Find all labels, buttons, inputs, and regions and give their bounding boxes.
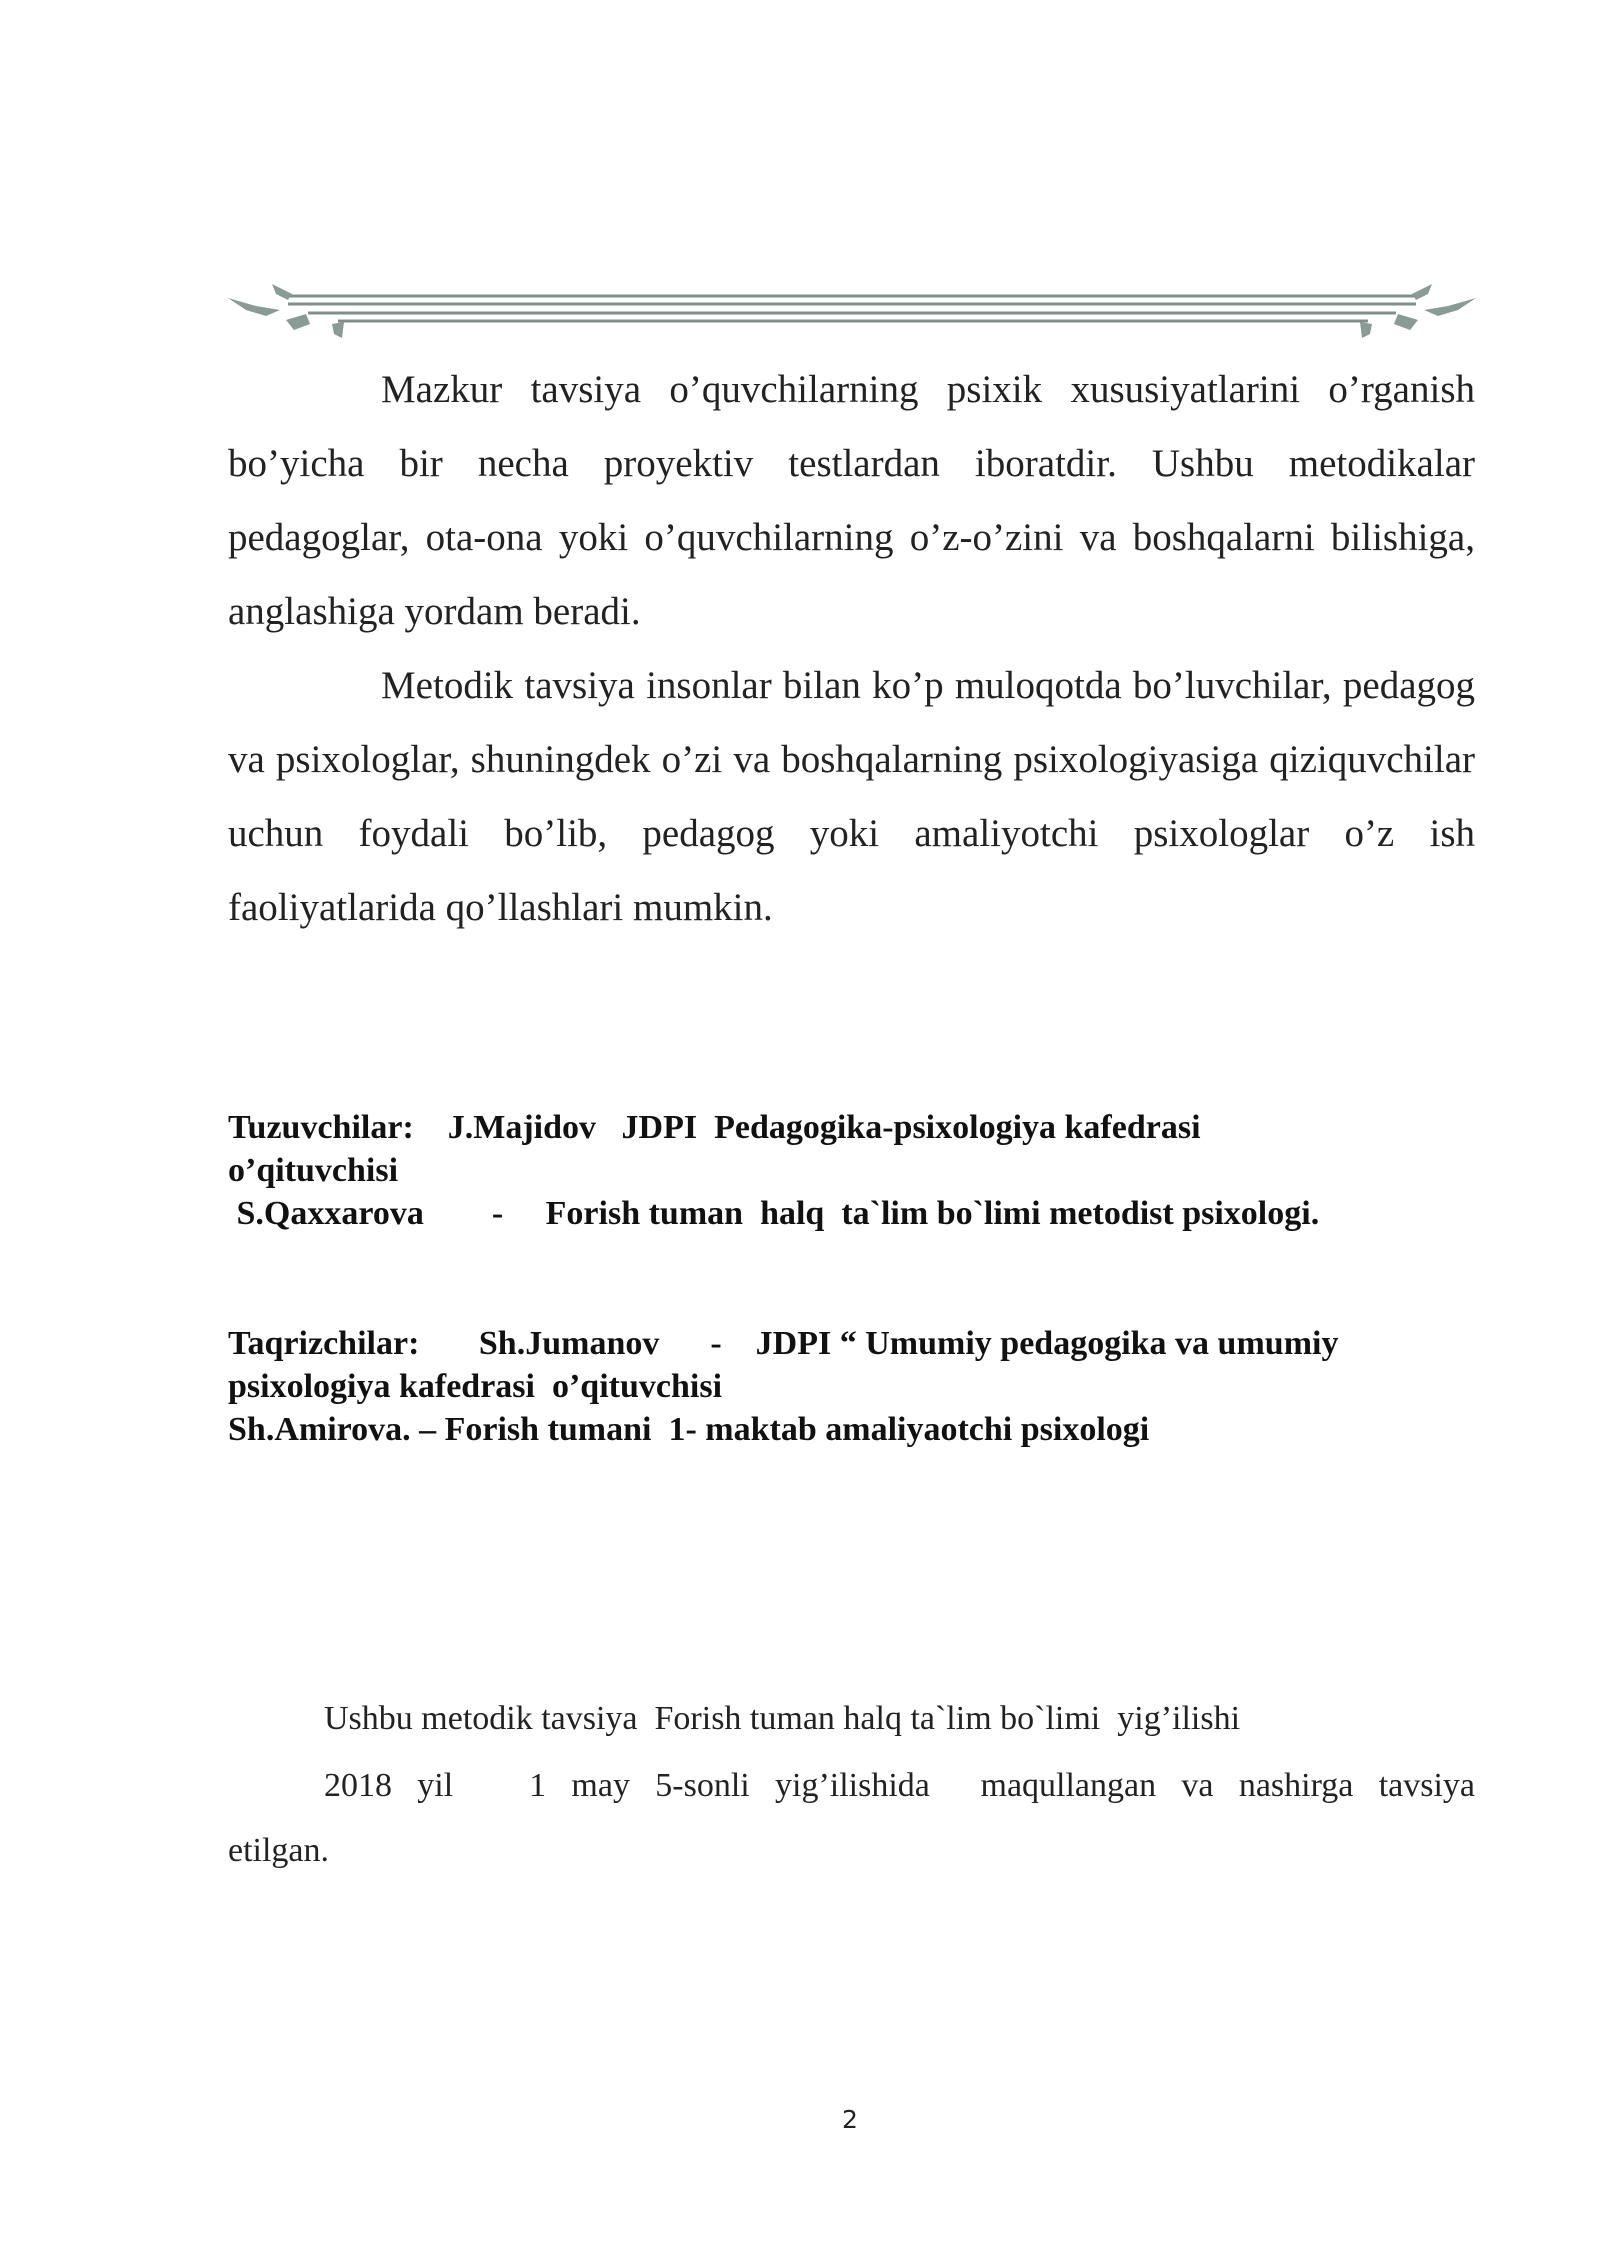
reviewers-line-2: psixologiya kafedrasi o’qituvchisi <box>228 1368 723 1405</box>
approval-line-2: 2018 yil 1 may 5-sonli yig’ilishida maqullangan va nashirga tavsiya <box>324 1767 1475 1804</box>
approval-line-1: Ushbu metodik tavsiya Forish tuman halq ta`lim bo`limi yig’ilishi <box>324 1700 1241 1737</box>
compilers-line-3: S.Qaxxarova - Forish tuman halq ta`lim bo`limi metodist psixologi. <box>228 1195 1320 1232</box>
approval-line-3: etilgan. <box>228 1832 330 1869</box>
compilers-line-1: Tuzuvchilar: J.Majidov JDPI Pedagogika-psixologiya kafedrasi <box>228 1109 1201 1146</box>
intro-paragraph-2: Metodik tavsiya insonlar bilan ko’p muloqotda bo’luvchilar, pedagog va psixologlar, shuningdek o’zi va boshqalarning psixologiyasiga qiziquvchilar uchun foydali bo’lib, pedagog yoki amaliyotchi psixologlar o’z ish faoliyatlarida qo’llashlari mumkin. <box>228 664 1475 929</box>
decorative-divider-icon <box>228 280 1476 340</box>
reviewers-line-3: Sh.Amirova. – Forish tumani 1- maktab amaliyaotchi psixologi <box>228 1411 1150 1448</box>
reviewers-block <box>228 1322 1475 1451</box>
compilers-line-2: o’qituvchisi <box>228 1152 399 1189</box>
intro-paragraph-1: Mazkur tavsiya o’quvchilarning psixik xususiyatlarini o’rganish bo’yicha bir necha proyektiv testlardan iboratdir. Ushbu metodikalar pedagoglar, ota-ona yoki o’quvchilarning o’z-o’zini va boshqalarni bilishiga, anglashiga yordam beradi. <box>228 368 1475 633</box>
reviewers-line-1: Taqrizchilar: Sh.Jumanov - JDPI “ Umumiy pedagogika va umumiy <box>228 1325 1339 1362</box>
page-number: 2 <box>842 2105 858 2134</box>
intro-section <box>228 353 1475 945</box>
compilers-block <box>228 1106 1475 1235</box>
